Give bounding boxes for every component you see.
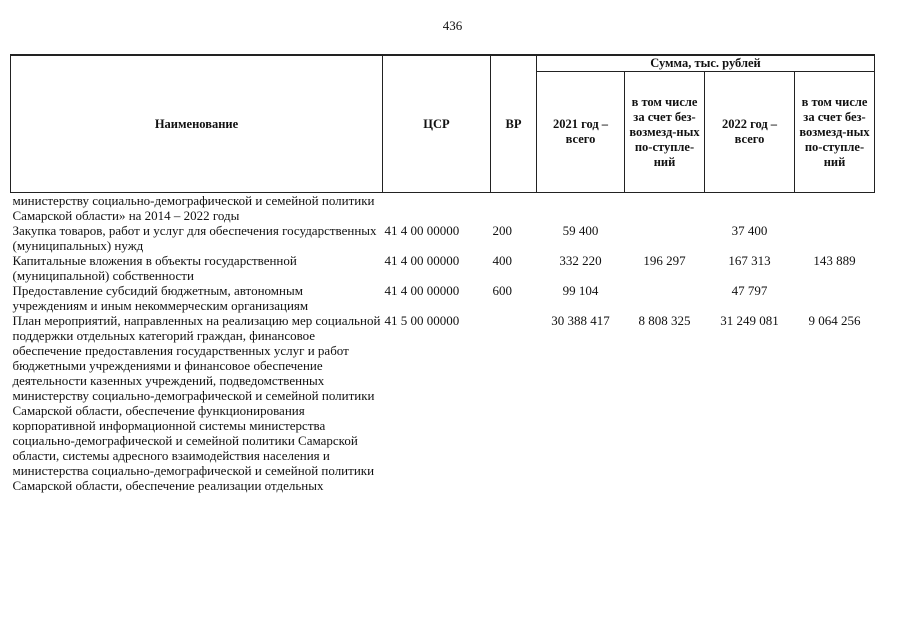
header-vr: ВР	[491, 55, 537, 193]
row-2022-free: 9 064 256	[808, 313, 861, 328]
row-2021-total: 59 400	[562, 223, 599, 238]
table-row	[11, 283, 875, 313]
row-csr: 41 4 00 00000	[384, 253, 460, 268]
row-2022-free: 143 889	[813, 253, 856, 268]
header-name: Наименование	[11, 55, 383, 193]
row-2021-free	[625, 223, 705, 253]
row-2021-total: 30 388 417	[551, 313, 610, 328]
row-2021-free: 8 808 325	[638, 313, 691, 328]
row-name: Закупка товаров, работ и услуг для обеспечения государственных (муниципальных) нужд	[12, 223, 377, 253]
header-sum-group: Сумма, тыс. рублей	[537, 55, 875, 72]
header-2022-free: в том числе за счет без-возмезд-ных по-ступле-ний	[795, 72, 875, 193]
row-2021-free	[625, 283, 705, 313]
header-csr: ЦСР	[383, 55, 491, 193]
header-2022-total: 2022 год – всего	[705, 72, 795, 193]
row-name: Капитальные вложения в объекты государственной (муниципальной) собственности	[12, 253, 297, 283]
table-row	[11, 253, 875, 283]
header-2021-free: в том числе за счет без-возмезд-ных по-ступле-ний	[625, 72, 705, 193]
row-2022-total: 167 313	[728, 253, 771, 268]
table-row	[11, 223, 875, 253]
row-2022-total: 47 797	[731, 283, 768, 298]
header-2021-total: 2021 год – всего	[537, 72, 625, 193]
row-csr: 41 5 00 00000	[384, 313, 460, 328]
row-2022-total	[705, 193, 795, 224]
table-row	[11, 193, 875, 224]
row-2022-free	[795, 223, 875, 253]
row-vr	[491, 313, 537, 493]
row-csr: 41 4 00 00000	[384, 283, 460, 298]
row-vr	[491, 193, 537, 224]
row-csr	[383, 193, 491, 224]
row-csr: 41 4 00 00000	[384, 223, 460, 238]
row-vr: 200	[492, 223, 512, 238]
row-2022-total: 31 249 081	[720, 313, 779, 328]
row-2022-free	[795, 283, 875, 313]
row-2021-free: 196 297	[643, 253, 686, 268]
row-2021-free	[625, 193, 705, 224]
row-vr: 600	[492, 283, 512, 298]
row-2021-total: 332 220	[559, 253, 602, 268]
row-2021-total	[537, 193, 625, 224]
row-name: Предоставление субсидий бюджетным, автономным учреждениям и иным некоммерческим организациям	[12, 283, 309, 313]
row-2022-total: 37 400	[731, 223, 768, 238]
row-2021-total: 99 104	[562, 283, 599, 298]
table-row	[11, 313, 875, 493]
row-vr: 400	[492, 253, 512, 268]
table-header	[11, 55, 875, 193]
budget-table	[10, 54, 875, 493]
row-name: План мероприятий, направленных на реализацию мер социальной поддержки отдельных категорий граждан, финансовое обеспечение предоставления государственных услуг и работ бюджетными учреждениями и финансовое обеспечение деятельности казенных учреждений, подведомственных министерству социально-демографической и семейной политики Самарской области, обеспечение функционирования корпоративной информационной системы министерства социально-демографической и семейной политики Самарской области, системы адресного взаимодействия населения и министерства социально-демографической и семейной политики Самарской области, обеспечение реализации отдельных	[12, 313, 381, 493]
table-body	[11, 193, 875, 494]
row-name: министерству социально-демографической и семейной политики Самарской области» на 2014 – 2022 годы	[12, 193, 375, 223]
page-number: 436	[442, 18, 463, 33]
row-2022-free	[795, 193, 875, 224]
